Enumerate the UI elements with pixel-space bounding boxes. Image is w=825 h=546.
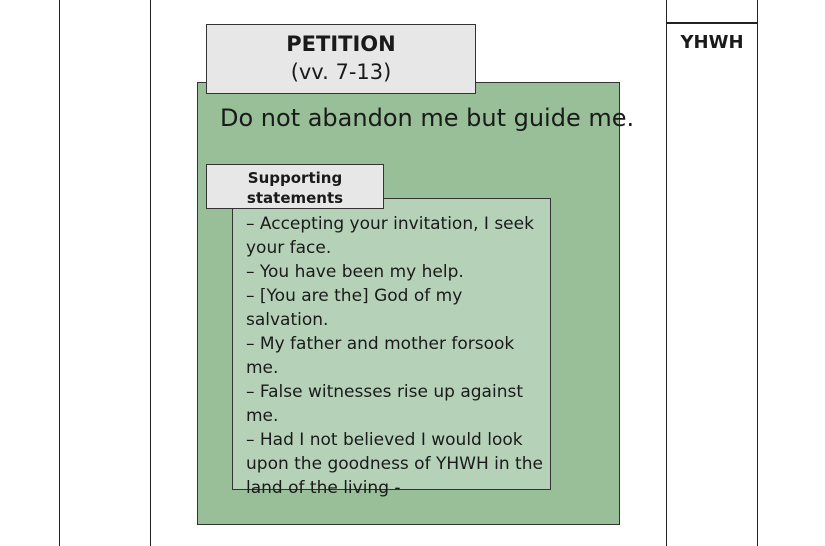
petition-header	[206, 24, 476, 94]
petition-main-statement: Do not abandon me but guide me.	[220, 104, 635, 132]
petition-verses: (vv. 7-13)	[290, 60, 392, 84]
supporting-statements-header	[206, 164, 384, 209]
yhwh-column-label: YHWH	[680, 32, 744, 53]
column-divider-2	[150, 0, 151, 546]
supporting-statements-list	[246, 212, 546, 500]
column-header-divider	[666, 22, 757, 24]
supporting-statements-label: Supporting statements	[246, 169, 344, 207]
column-divider-1	[59, 0, 60, 546]
list-item: – Had I not believed I would look upon the goodness of YHWH in the land of the living -	[246, 430, 543, 498]
list-item: – My father and mother forsook me.	[246, 334, 515, 378]
column-divider-3	[666, 0, 667, 546]
list-item: – You have been my help.	[246, 262, 464, 282]
list-item: – Accepting your invitation, I seek your face.	[246, 214, 534, 258]
list-item: – False witnesses rise up against me.	[246, 382, 523, 426]
column-divider-4	[757, 0, 758, 546]
petition-title: PETITION	[286, 32, 396, 56]
list-item: – [You are the] God of my salvation.	[246, 286, 463, 330]
